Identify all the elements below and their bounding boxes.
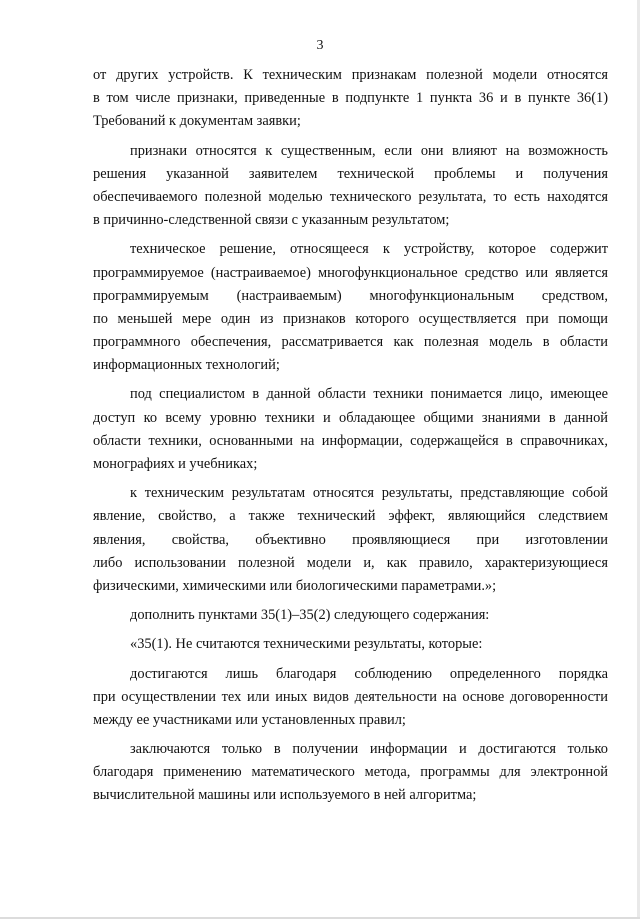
text-line: вычислительной машины или используемого в ней алгоритма;	[93, 787, 477, 804]
text-line: благодаря применению математического метода, программы для электронной	[93, 764, 608, 781]
text-line: к техническим результатам относятся результаты, представляющие собой	[130, 485, 608, 502]
paragraph	[93, 663, 608, 733]
text-line: под специалистом в данной области техники понимается лицо, имеющее	[130, 386, 608, 403]
paragraph	[93, 738, 608, 808]
text-line: при осуществлении тех или иных видов деятельности на основе договоренности	[93, 688, 608, 705]
text-line: признаки относятся к существенным, если они влияют на возможность	[130, 142, 608, 159]
text-line: программируемое (настраиваемое) многофункциональное средство или является	[93, 264, 608, 281]
paragraph	[93, 633, 608, 656]
paragraph	[93, 238, 608, 377]
paragraph	[93, 604, 608, 627]
paragraph	[93, 482, 608, 598]
text-line: заключаются только в получении информации и достигаются только	[130, 741, 608, 758]
text-line: обеспечиваемого полезной моделью технического результата, то есть находятся	[93, 188, 608, 205]
text-line: в причинно-следственной связи с указанным результатом;	[93, 212, 450, 229]
paragraph	[93, 383, 608, 476]
text-line: от других устройств. К техническим признакам полезной модели относятся	[93, 67, 608, 83]
text-line: между ее участниками или установленных правил;	[93, 711, 406, 728]
text-line: информационных технологий;	[93, 357, 280, 374]
text-line: дополнить пунктами 35(1)–35(2) следующего содержания:	[130, 607, 490, 624]
text-line: техническое решение, относящееся к устройству, которое содержит	[130, 241, 608, 258]
text-line: либо использовании полезной модели и, как правило, характеризующиеся	[93, 554, 608, 571]
text-line: «35(1). Не считаются техническими результаты, которые:	[130, 636, 483, 653]
text-line: явление, свойство, а также технический эффект, являющийся следствием	[93, 508, 608, 525]
text-line: монографиях и учебниках;	[93, 456, 258, 472]
page-number: 3	[316, 38, 324, 53]
text-line: программного обеспечения, рассматривается как полезная модель в области	[93, 334, 608, 351]
text-line: области техники, основанными на информации, содержащейся в справочниках,	[93, 432, 608, 449]
text-line: достигаются лишь благодаря соблюдению определенного порядка	[130, 665, 608, 682]
text-line: физическими, химическими или биологическими параметрами.»;	[93, 577, 497, 594]
text-line: в том числе признаки, приведенные в подпункте 1 пункта 36 и в пункте 36(1)	[93, 90, 608, 107]
text-line: доступ ко всему уровню техники и обладающее общими знаниями в данной	[93, 409, 608, 426]
paragraph	[93, 64, 608, 134]
paragraph	[93, 140, 608, 233]
text-line: по меньшей мере один из признаков которого осуществляется при помощи	[93, 310, 608, 327]
text-line: явления, свойства, объективно проявляющиеся при изготовлении	[93, 531, 608, 548]
document-body	[93, 64, 608, 808]
text-line: Требований к документам заявки;	[93, 113, 301, 130]
text-line: решения указанной заявителем технической проблемы и получения	[93, 165, 608, 182]
text-line: программируемым (настраиваемым) многофункциональным средством,	[93, 287, 608, 304]
